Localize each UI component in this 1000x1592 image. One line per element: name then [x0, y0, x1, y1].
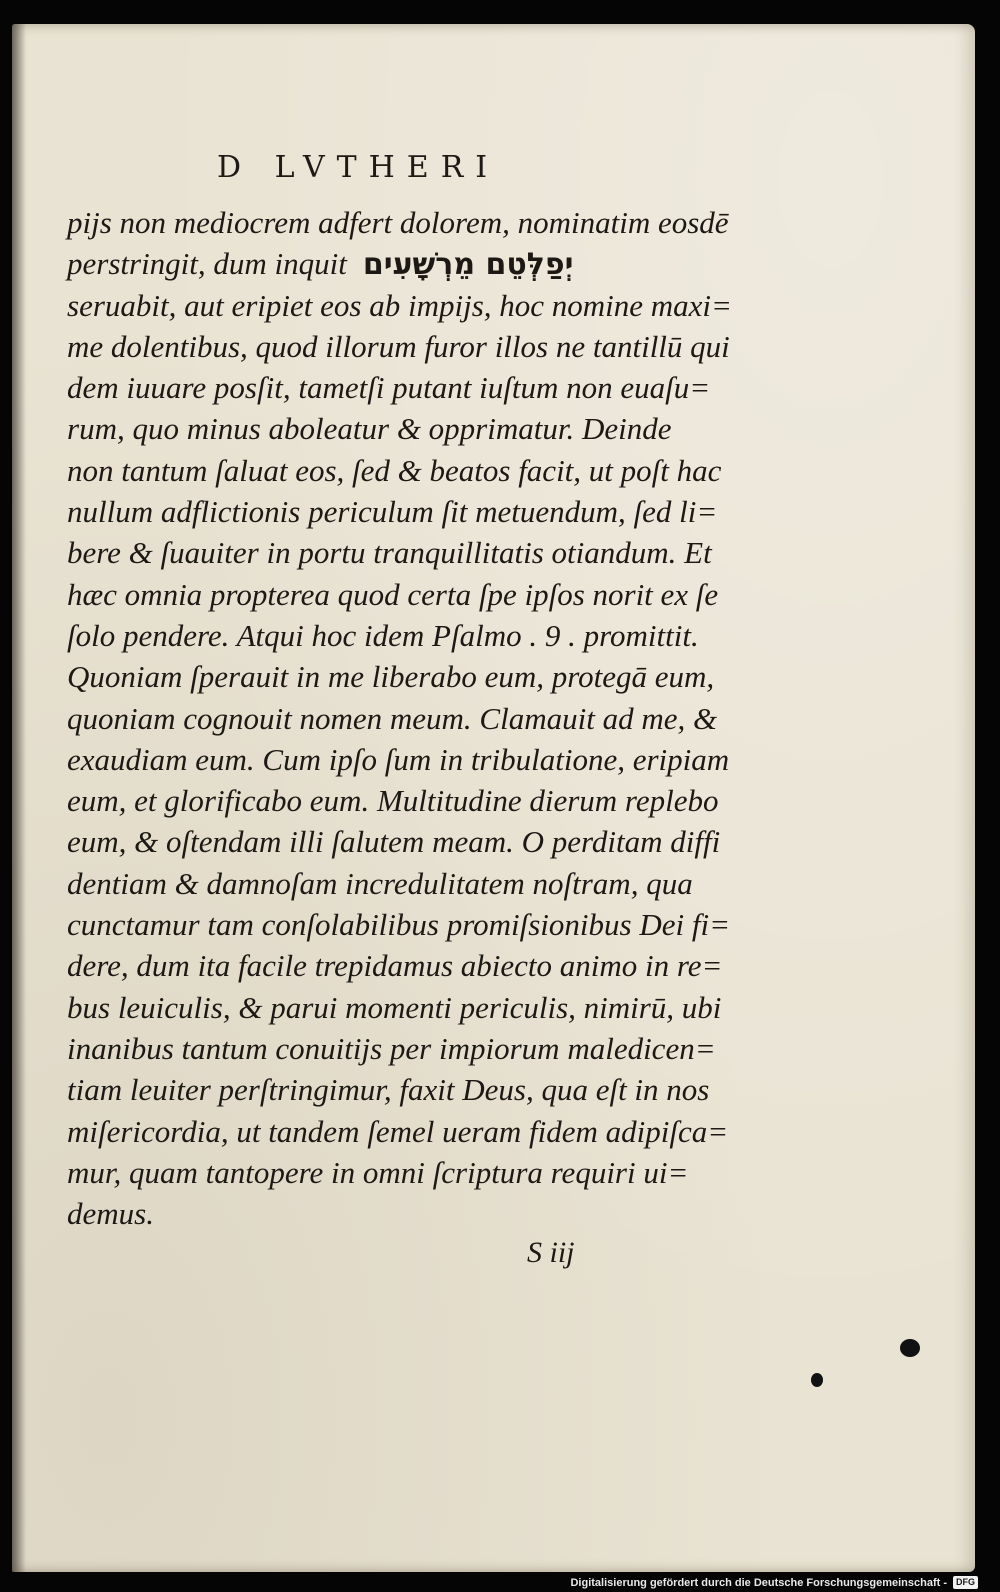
- text-line: [67, 532, 712, 573]
- line-text: ſolo pendere. Atqui hoc idem Pſalmo . 9 . promittit.: [67, 617, 699, 653]
- line-text: exaudiam eum. Cum ipſo ſum in tribulatione, eripiam: [67, 741, 730, 777]
- text-line: [67, 367, 711, 408]
- line-text: cunctamur tam conſolabilibus promiſsionibus Dei fi=: [67, 907, 731, 943]
- line-text: me dolentibus, quod illorum furor illos ne tantillū qui: [67, 328, 730, 364]
- line-text: bere & ſuauiter in portu tranquillitatis otiandum. Et: [67, 535, 712, 571]
- line-text: rum, quo minus aboleatur & opprimatur. Deinde: [67, 411, 672, 447]
- text-line: [67, 1111, 729, 1152]
- text-line: [67, 821, 721, 862]
- line-text: dem iuuare posſit, tametſi putant iuſtum non euaſu=: [67, 370, 711, 406]
- text-line: [67, 698, 718, 739]
- text-line: [67, 1193, 707, 1234]
- running-head: D LVTHERI: [217, 150, 500, 185]
- ink-blot: [900, 1339, 920, 1357]
- line-text: Quoniam ſperauit in me liberabo eum, protegā eum,: [67, 659, 715, 695]
- line-text: hæc omnia propterea quod certa ſpe ipſos norit ex ſe: [67, 576, 719, 612]
- text-line: [67, 1152, 707, 1193]
- line-text: nullum adflictionis periculum ſit metuendum, ſed li=: [67, 494, 718, 530]
- text-line: [67, 904, 731, 945]
- credit-text: Digitalisierung gefördert durch die Deutsche Forschungsgemeinschaft -: [570, 1576, 947, 1589]
- text-line: [67, 987, 722, 1028]
- line-text: perstringit, dum inquit: [67, 246, 347, 282]
- line-text: dentiam & damnoſam incredulitatem noſtram, qua: [67, 865, 693, 901]
- scanned-page: [12, 24, 975, 1572]
- page-spine-shadow: [12, 24, 26, 1572]
- text-line: [67, 491, 718, 532]
- line-text: bus leuiculis, & parui momenti periculis, nimirū, ubi: [67, 989, 722, 1025]
- line-text: seruabit, aut eripiet eos ab impijs, hoc nomine maxi=: [67, 287, 732, 323]
- text-line: [67, 780, 719, 821]
- text-line: [67, 574, 719, 615]
- text-line: [67, 1028, 716, 1069]
- text-line: [67, 739, 730, 780]
- line-text: dere, dum ita facile trepidamus abiecto animo in re=: [67, 948, 723, 984]
- line-text: miſericordia, ut tandem ſemel ueram fidem adipiſca=: [67, 1113, 729, 1149]
- line-text: mur, quam tantopere in omni ſcriptura requiri ui=: [67, 1154, 689, 1190]
- dfg-logo: DFG: [953, 1576, 978, 1589]
- text-line: [67, 202, 729, 243]
- text-line: [67, 243, 707, 284]
- text-line: [67, 450, 722, 491]
- text-line: [67, 1069, 710, 1110]
- line-text: pijs non mediocrem adfert dolorem, nominatim eosdē: [67, 205, 729, 240]
- text-line: [67, 615, 707, 656]
- text-line: [67, 863, 707, 904]
- hebrew-quote: יְפַלְּטֵם מֵרְשָׁעִים: [362, 247, 574, 283]
- signature-mark: S iij: [527, 1236, 575, 1269]
- digitization-credit: [570, 1576, 978, 1589]
- line-text: inanibus tantum conuitijs per impiorum maledicen=: [67, 1030, 716, 1066]
- line-text: tiam leuiter perſtringimur, faxit Deus, qua eſt in nos: [67, 1072, 710, 1108]
- text-line: [67, 285, 732, 326]
- line-text: non tantum ſaluat eos, ſed & beatos facit, ut poſt hac: [67, 452, 722, 488]
- text-line: [67, 945, 723, 986]
- line-text: eum, et glorificabo eum. Multitudine dierum replebo: [67, 783, 719, 819]
- ink-blot: [811, 1373, 823, 1387]
- body-text: [67, 202, 732, 1234]
- text-line: [67, 656, 715, 697]
- text-line: [67, 408, 707, 449]
- line-text: demus.: [67, 1196, 154, 1232]
- line-text: quoniam cognouit nomen meum. Clamauit ad me, &: [67, 700, 718, 736]
- line-text: eum, & oſtendam illi ſalutem meam. O perditam diffi: [67, 824, 721, 860]
- text-line: [67, 326, 730, 367]
